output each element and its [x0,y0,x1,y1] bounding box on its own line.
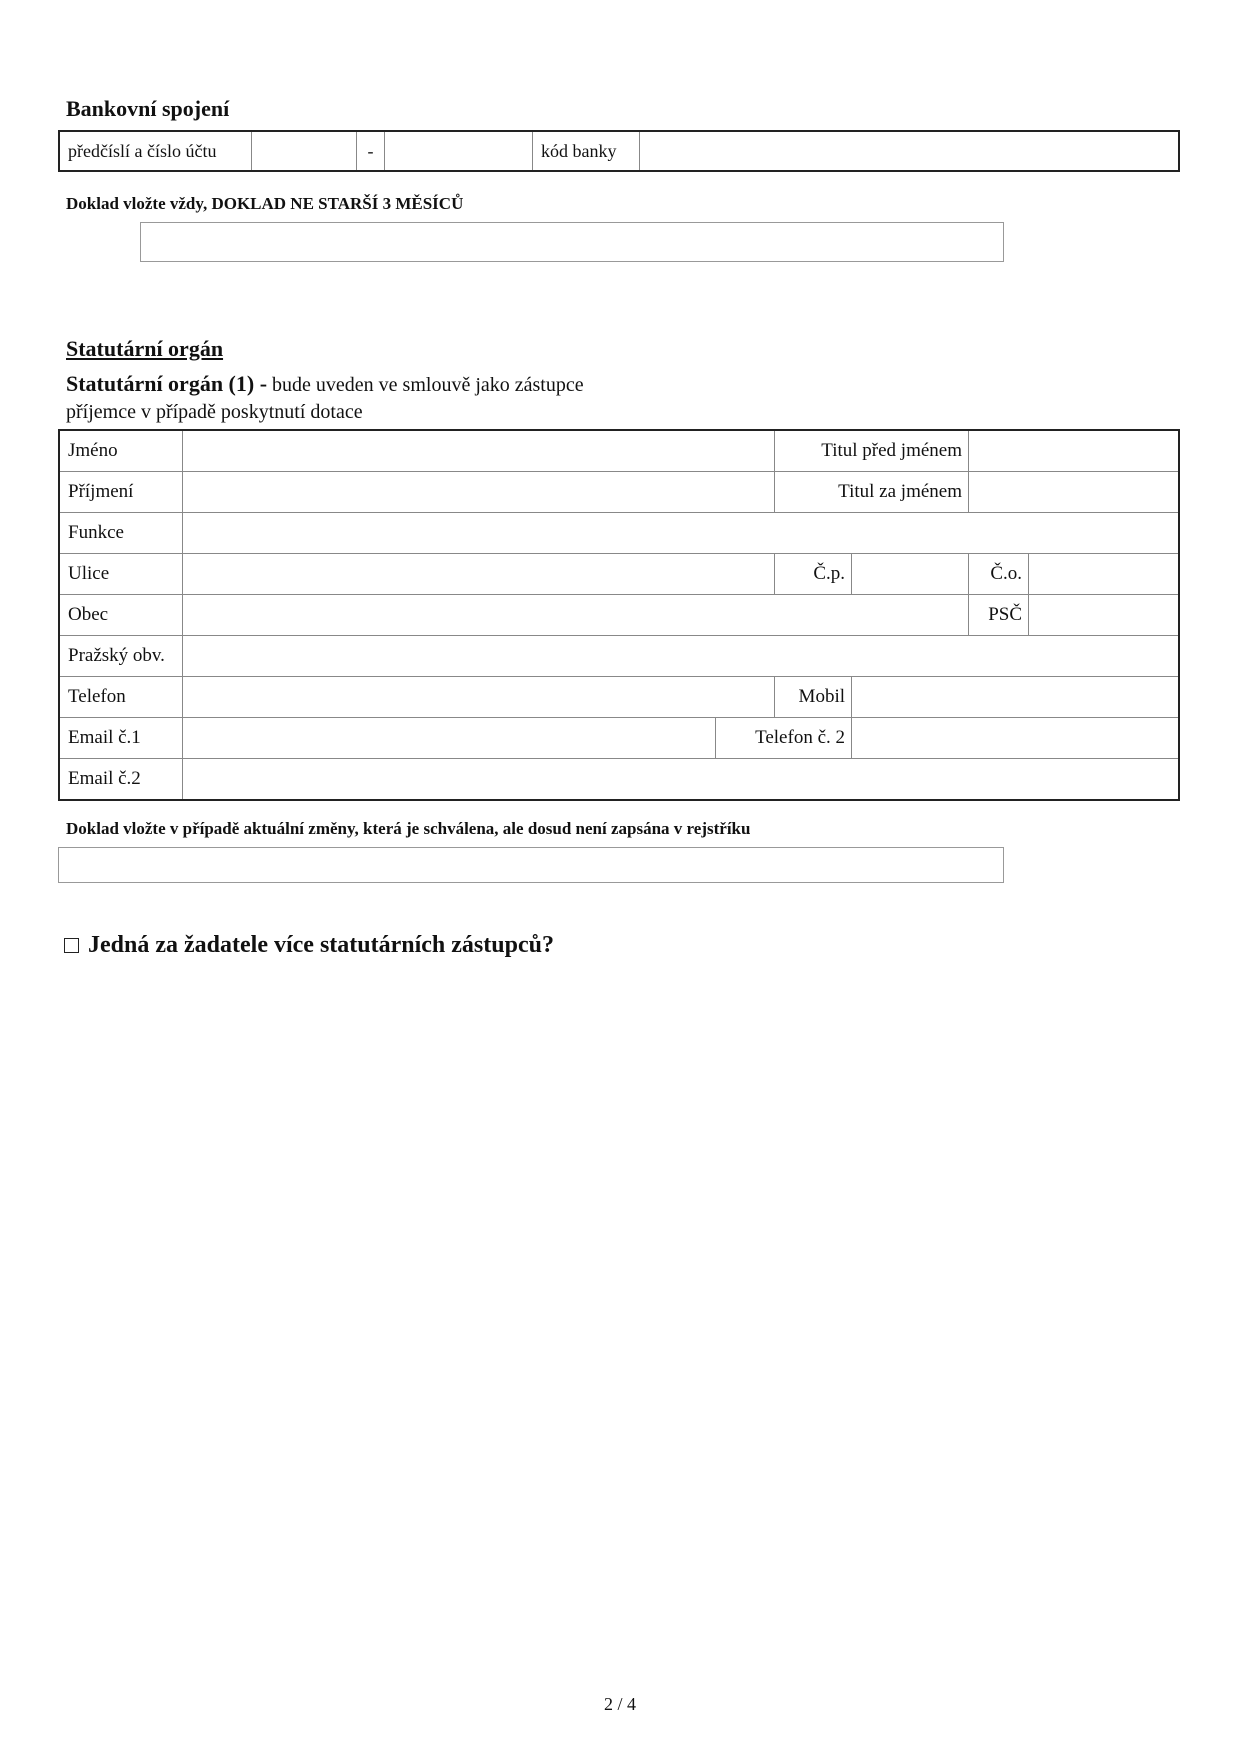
title-before-label: Titul před jménem [774,431,968,471]
surname-label: Příjmení [68,481,134,502]
statutory-section-heading: Statutární orgán [66,336,224,361]
account-number-label: předčíslí a číslo účtu [60,132,252,170]
page-number: 2 / 4 [603,1694,636,1714]
bank-document-attachment-field[interactable] [140,222,1004,262]
table-row [60,431,1178,472]
multiple-representatives-checkbox[interactable] [64,938,79,953]
title-after-label: Titul za jménem [774,472,968,512]
orientation-number-label: Č.o. [968,554,1028,594]
statutory-subheading-bold: Statutární orgán (1) - [66,371,268,396]
street-label: Ulice [68,563,110,584]
account-prefix-field[interactable] [252,132,357,170]
house-number-field[interactable] [851,554,968,594]
city-label: Obec [68,604,109,625]
table-row [60,554,1178,595]
function-label: Funkce [68,522,124,543]
zip-label: PSČ [968,595,1028,635]
phone-label: Telefon [68,686,126,707]
table-row [60,759,1178,799]
account-dash: - [357,132,385,170]
zip-field[interactable] [1028,595,1178,635]
house-number-label: Č.p. [774,554,851,594]
table-row [60,718,1178,759]
title-after-field[interactable] [968,472,1178,512]
surname-field[interactable] [182,472,774,512]
phone2-label: Telefon č. 2 [715,718,851,758]
bank-account-table [58,130,1180,172]
bank-code-label: kód banky [533,132,640,170]
table-row [60,636,1178,677]
email2-field[interactable] [182,759,1178,799]
bank-code-field[interactable] [640,132,1178,170]
statutory-document-note: Doklad vložte v případě aktuální změny, která je schválena, ale dosud není zapsána v rejstříku [66,819,751,838]
table-row [60,595,1178,636]
district-label: Pražský obv. [68,645,165,666]
district-field[interactable] [182,636,1178,676]
title-before-field[interactable] [968,431,1178,471]
table-row [60,513,1178,554]
phone2-field[interactable] [851,718,1178,758]
bank-section-heading: Bankovní spojení [66,96,230,121]
email1-field[interactable] [182,718,715,758]
city-field[interactable] [182,595,968,635]
email1-label: Email č.1 [68,727,141,748]
statutory-subheading [66,371,584,425]
email2-label: Email č.2 [68,768,141,789]
multiple-representatives-question[interactable] [64,932,554,959]
phone-field[interactable] [182,677,774,717]
street-field[interactable] [182,554,774,594]
function-field[interactable] [182,513,1178,553]
statutory-person-table [58,429,1180,801]
multiple-representatives-label: Jedná za žadatele více statutárních zástupců? [88,932,554,958]
mobile-field[interactable] [851,677,1178,717]
orientation-number-field[interactable] [1028,554,1178,594]
statutory-subheading-text-2: příjemce v případě poskytnutí dotace [66,401,363,423]
bank-document-note: Doklad vložte vždy, DOKLAD NE STARŠÍ 3 MĚSÍCŮ [66,194,464,213]
mobile-label: Mobil [774,677,851,717]
account-number-field[interactable] [385,132,533,170]
statutory-document-attachment-field[interactable] [58,847,1004,883]
table-row [60,472,1178,513]
first-name-field[interactable] [182,431,774,471]
statutory-subheading-text-1: bude uveden ve smlouvě jako zástupce [267,374,584,396]
table-row [60,677,1178,718]
first-name-label: Jméno [68,440,118,461]
